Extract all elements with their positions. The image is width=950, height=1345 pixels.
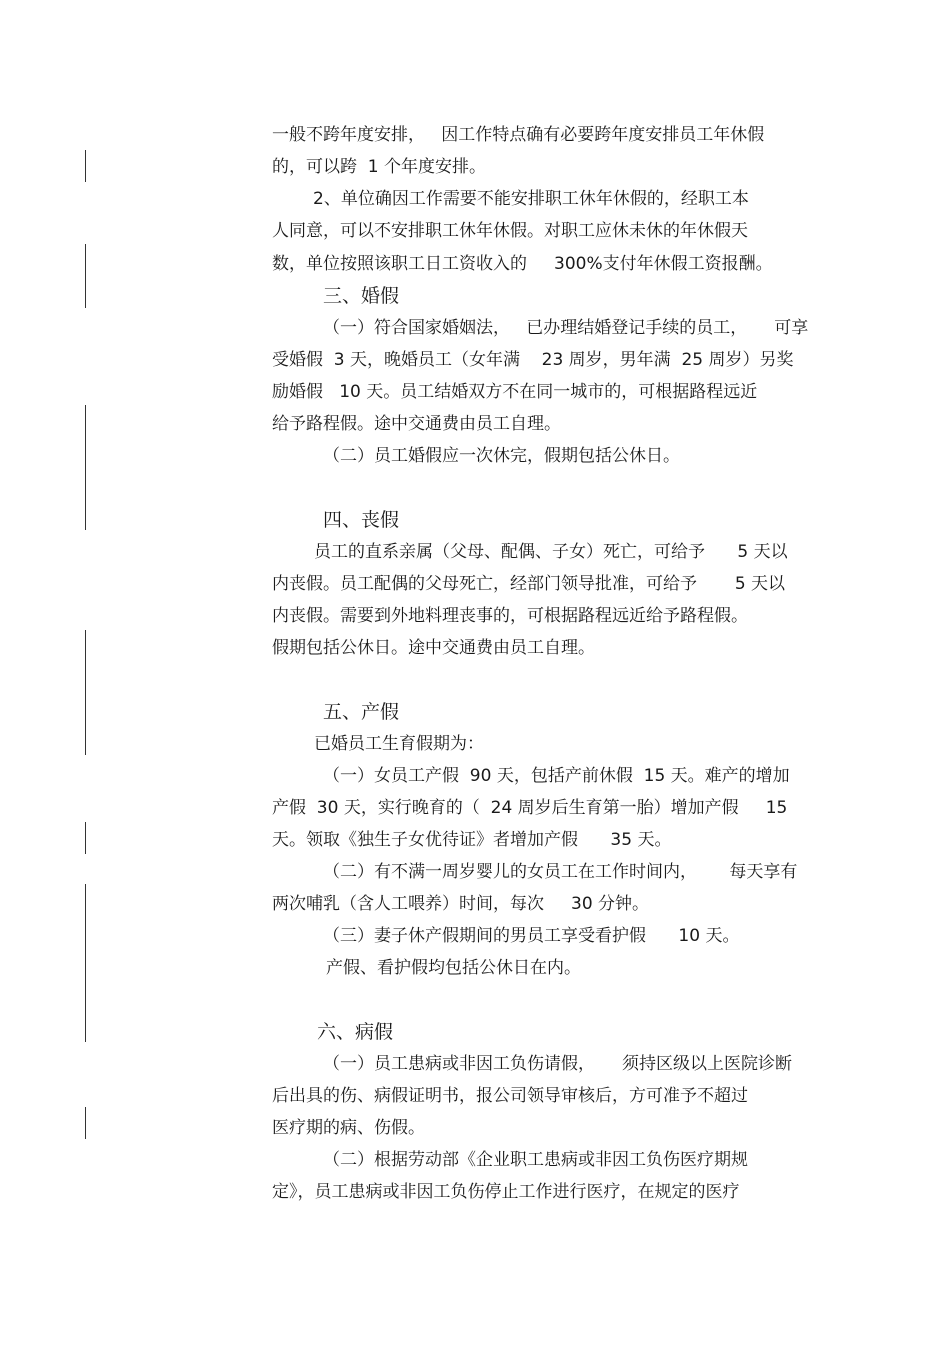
text-line: 的，可以跨 1 个年度安排。 [272, 157, 487, 177]
text-line: 数，单位按照该职工日工资收入的 300%支付年休假工资报酬。 [272, 254, 773, 274]
margin-bar [85, 822, 86, 854]
text-line: （二）有不满一周岁婴儿的女员工在工作时间内， 每天享有 [323, 862, 798, 882]
text-line: （三）妻子休产假期间的男员工享受看护假 10 天。 [323, 926, 740, 946]
margin-bar [85, 630, 86, 755]
section-heading: 三、婚假 [323, 285, 400, 307]
section-heading: 四、丧假 [323, 509, 400, 531]
text-line: 两次哺乳（含人工喂养）时间，每次 30 分钟。 [272, 894, 650, 914]
text-line: （一）员工患病或非因工负伤请假， 须持区级以上医院诊断 [323, 1054, 793, 1074]
margin-bar [85, 405, 86, 530]
text-line: 定》，员工患病或非因工负伤停止工作进行医疗，在规定的医疗 [272, 1182, 740, 1202]
text-line: 已婚员工生育假期为： [314, 734, 484, 754]
text-line: （一）女员工产假 90 天，包括产前休假 15 天。难产的增加 [323, 766, 790, 786]
margin-bar [85, 244, 86, 308]
text-line: 内丧假。需要到外地料理丧事的，可根据路程远近给予路程假。 [272, 606, 748, 626]
margin-bar [85, 884, 86, 1042]
text-line: 一般不跨年度安排， 因工作特点确有必要跨年度安排员工年休假 [272, 125, 765, 145]
text-line: 2、单位确因工作需要不能安排职工休年休假的，经职工本 [313, 189, 749, 209]
text-line: 员工的直系亲属（父母、配偶、子女）死亡，可给予 5 天以 [314, 542, 788, 562]
section-heading: 六、病假 [317, 1021, 394, 1043]
text-line: （一）符合国家婚姻法， 已办理结婚登记手续的员工， 可享 [323, 318, 809, 338]
text-line: 后出具的伤、病假证明书，报公司领导审核后，方可准予不超过 [272, 1086, 748, 1106]
text-line: （二）员工婚假应一次休完，假期包括公休日。 [323, 446, 680, 466]
text-line: （二）根据劳动部《企业职工患病或非因工负伤医疗期规 [323, 1150, 748, 1170]
text-line: 给予路程假。途中交通费由员工自理。 [272, 414, 561, 434]
text-line: 假期包括公休日。途中交通费由员工自理。 [272, 638, 595, 658]
text-line: 励婚假 10 天。员工结婚双方不在同一城市的，可根据路程远近 [272, 382, 758, 402]
text-line: 内丧假。员工配偶的父母死亡，经部门领导批准，可给予 5 天以 [272, 574, 786, 594]
text-line: 人同意，可以不安排职工休年休假。对职工应休未休的年休假天 [272, 221, 748, 241]
margin-bar [85, 150, 86, 182]
text-line: 医疗期的病、伤假。 [272, 1118, 425, 1138]
text-line: 产假、看护假均包括公休日在内。 [326, 958, 581, 978]
section-heading: 五、产假 [323, 701, 400, 723]
text-line: 天。领取《独生子女优待证》者增加产假 35 天。 [272, 830, 672, 850]
text-line: 受婚假 3 天，晚婚员工（女年满 23 周岁，男年满 25 周岁）另奖 [272, 350, 794, 370]
text-line: 产假 30 天，实行晚育的（ 24 周岁后生育第一胎）增加产假 15 [272, 798, 788, 818]
margin-bar [85, 1107, 86, 1139]
